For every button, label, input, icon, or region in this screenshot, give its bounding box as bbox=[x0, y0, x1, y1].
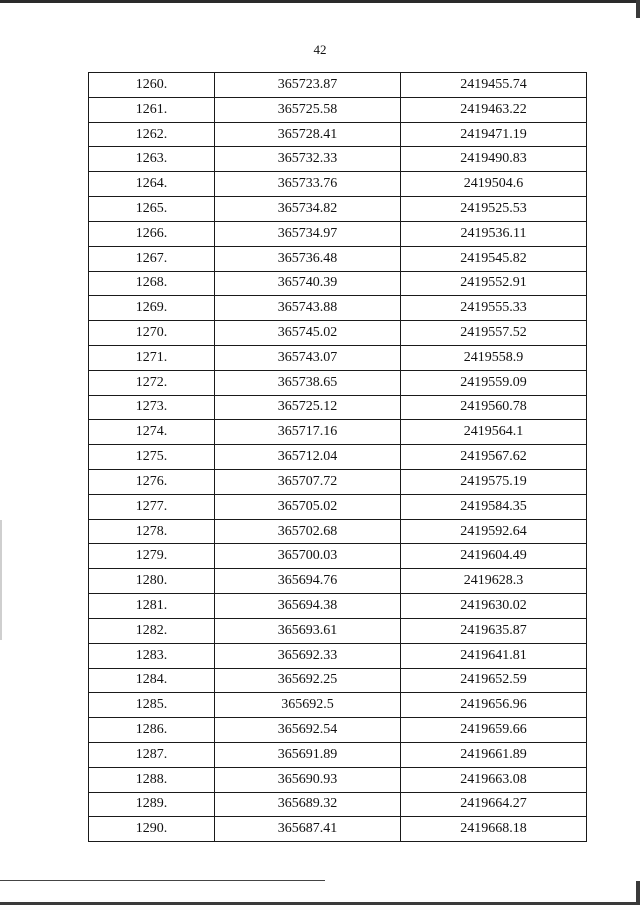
table-row bbox=[89, 345, 587, 370]
y-coordinate-cell: 2419641.81 bbox=[401, 643, 587, 668]
table-row bbox=[89, 618, 587, 643]
table-row bbox=[89, 445, 587, 470]
table-row bbox=[89, 718, 587, 743]
point-number-cell: 1288. bbox=[89, 767, 215, 792]
table-row bbox=[89, 271, 587, 296]
y-coordinate-cell: 2419525.53 bbox=[401, 197, 587, 222]
point-number-cell: 1264. bbox=[89, 172, 215, 197]
table-row bbox=[89, 519, 587, 544]
table-row bbox=[89, 742, 587, 767]
y-coordinate-cell: 2419604.49 bbox=[401, 544, 587, 569]
x-coordinate-cell: 365700.03 bbox=[215, 544, 401, 569]
point-number-cell: 1287. bbox=[89, 742, 215, 767]
x-coordinate-cell: 365692.33 bbox=[215, 643, 401, 668]
table-row bbox=[89, 321, 587, 346]
point-number-cell: 1261. bbox=[89, 97, 215, 122]
point-number-cell: 1270. bbox=[89, 321, 215, 346]
table-row bbox=[89, 569, 587, 594]
point-number-cell: 1286. bbox=[89, 718, 215, 743]
y-coordinate-cell: 2419592.64 bbox=[401, 519, 587, 544]
y-coordinate-cell: 2419635.87 bbox=[401, 618, 587, 643]
table-row bbox=[89, 172, 587, 197]
x-coordinate-cell: 365732.33 bbox=[215, 147, 401, 172]
y-coordinate-cell: 2419575.19 bbox=[401, 470, 587, 495]
y-coordinate-cell: 2419545.82 bbox=[401, 246, 587, 271]
table-row bbox=[89, 395, 587, 420]
scan-edge-left bbox=[0, 520, 2, 640]
point-number-cell: 1285. bbox=[89, 693, 215, 718]
table-row bbox=[89, 370, 587, 395]
x-coordinate-cell: 365736.48 bbox=[215, 246, 401, 271]
y-coordinate-cell: 2419560.78 bbox=[401, 395, 587, 420]
table-row bbox=[89, 792, 587, 817]
x-coordinate-cell: 365692.54 bbox=[215, 718, 401, 743]
table-row bbox=[89, 494, 587, 519]
x-coordinate-cell: 365691.89 bbox=[215, 742, 401, 767]
point-number-cell: 1278. bbox=[89, 519, 215, 544]
point-number-cell: 1274. bbox=[89, 420, 215, 445]
x-coordinate-cell: 365743.07 bbox=[215, 345, 401, 370]
table-row bbox=[89, 221, 587, 246]
y-coordinate-cell: 2419664.27 bbox=[401, 792, 587, 817]
y-coordinate-cell: 2419555.33 bbox=[401, 296, 587, 321]
point-number-cell: 1269. bbox=[89, 296, 215, 321]
point-number-cell: 1263. bbox=[89, 147, 215, 172]
point-number-cell: 1275. bbox=[89, 445, 215, 470]
point-number-cell: 1262. bbox=[89, 122, 215, 147]
x-coordinate-cell: 365694.38 bbox=[215, 594, 401, 619]
scan-edge-bottom-right bbox=[636, 881, 640, 905]
x-coordinate-cell: 365712.04 bbox=[215, 445, 401, 470]
x-coordinate-cell: 365740.39 bbox=[215, 271, 401, 296]
x-coordinate-cell: 365705.02 bbox=[215, 494, 401, 519]
point-number-cell: 1272. bbox=[89, 370, 215, 395]
x-coordinate-cell: 365690.93 bbox=[215, 767, 401, 792]
scan-border-top bbox=[0, 0, 640, 3]
x-coordinate-cell: 365728.41 bbox=[215, 122, 401, 147]
x-coordinate-cell: 365725.12 bbox=[215, 395, 401, 420]
y-coordinate-cell: 2419504.6 bbox=[401, 172, 587, 197]
x-coordinate-cell: 365738.65 bbox=[215, 370, 401, 395]
point-number-cell: 1283. bbox=[89, 643, 215, 668]
table-row bbox=[89, 643, 587, 668]
x-coordinate-cell: 365693.61 bbox=[215, 618, 401, 643]
table-row bbox=[89, 147, 587, 172]
y-coordinate-cell: 2419661.89 bbox=[401, 742, 587, 767]
x-coordinate-cell: 365692.25 bbox=[215, 668, 401, 693]
x-coordinate-cell: 365692.5 bbox=[215, 693, 401, 718]
table-row bbox=[89, 97, 587, 122]
y-coordinate-cell: 2419557.52 bbox=[401, 321, 587, 346]
table-row bbox=[89, 470, 587, 495]
y-coordinate-cell: 2419630.02 bbox=[401, 594, 587, 619]
x-coordinate-cell: 365702.68 bbox=[215, 519, 401, 544]
y-coordinate-cell: 2419652.59 bbox=[401, 668, 587, 693]
y-coordinate-cell: 2419567.62 bbox=[401, 445, 587, 470]
y-coordinate-cell: 2419455.74 bbox=[401, 73, 587, 98]
footer-rule bbox=[0, 880, 325, 881]
table-row bbox=[89, 122, 587, 147]
table-row bbox=[89, 693, 587, 718]
table-row bbox=[89, 767, 587, 792]
coordinates-table-body bbox=[89, 73, 587, 842]
page-number: 42 bbox=[313, 42, 327, 57]
point-number-cell: 1268. bbox=[89, 271, 215, 296]
table-row bbox=[89, 197, 587, 222]
y-coordinate-cell: 2419552.91 bbox=[401, 271, 587, 296]
point-number-cell: 1290. bbox=[89, 817, 215, 842]
x-coordinate-cell: 365687.41 bbox=[215, 817, 401, 842]
x-coordinate-cell: 365707.72 bbox=[215, 470, 401, 495]
y-coordinate-cell: 2419463.22 bbox=[401, 97, 587, 122]
x-coordinate-cell: 365725.58 bbox=[215, 97, 401, 122]
table-row bbox=[89, 817, 587, 842]
point-number-cell: 1281. bbox=[89, 594, 215, 619]
table-row bbox=[89, 73, 587, 98]
y-coordinate-cell: 2419584.35 bbox=[401, 494, 587, 519]
x-coordinate-cell: 365734.97 bbox=[215, 221, 401, 246]
x-coordinate-cell: 365733.76 bbox=[215, 172, 401, 197]
table-row bbox=[89, 544, 587, 569]
point-number-cell: 1282. bbox=[89, 618, 215, 643]
y-coordinate-cell: 2419471.19 bbox=[401, 122, 587, 147]
point-number-cell: 1284. bbox=[89, 668, 215, 693]
x-coordinate-cell: 365743.88 bbox=[215, 296, 401, 321]
point-number-cell: 1260. bbox=[89, 73, 215, 98]
scan-edge-top-right bbox=[636, 0, 640, 18]
y-coordinate-cell: 2419536.11 bbox=[401, 221, 587, 246]
table-row bbox=[89, 246, 587, 271]
y-coordinate-cell: 2419628.3 bbox=[401, 569, 587, 594]
coordinates-table bbox=[88, 72, 587, 842]
table-row bbox=[89, 420, 587, 445]
y-coordinate-cell: 2419656.96 bbox=[401, 693, 587, 718]
point-number-cell: 1279. bbox=[89, 544, 215, 569]
x-coordinate-cell: 365717.16 bbox=[215, 420, 401, 445]
table-row bbox=[89, 296, 587, 321]
x-coordinate-cell: 365689.32 bbox=[215, 792, 401, 817]
point-number-cell: 1280. bbox=[89, 569, 215, 594]
y-coordinate-cell: 2419490.83 bbox=[401, 147, 587, 172]
x-coordinate-cell: 365694.76 bbox=[215, 569, 401, 594]
y-coordinate-cell: 2419558.9 bbox=[401, 345, 587, 370]
y-coordinate-cell: 2419559.09 bbox=[401, 370, 587, 395]
point-number-cell: 1277. bbox=[89, 494, 215, 519]
point-number-cell: 1265. bbox=[89, 197, 215, 222]
y-coordinate-cell: 2419564.1 bbox=[401, 420, 587, 445]
x-coordinate-cell: 365745.02 bbox=[215, 321, 401, 346]
point-number-cell: 1289. bbox=[89, 792, 215, 817]
point-number-cell: 1266. bbox=[89, 221, 215, 246]
point-number-cell: 1267. bbox=[89, 246, 215, 271]
point-number-cell: 1273. bbox=[89, 395, 215, 420]
table-row bbox=[89, 668, 587, 693]
x-coordinate-cell: 365734.82 bbox=[215, 197, 401, 222]
point-number-cell: 1276. bbox=[89, 470, 215, 495]
x-coordinate-cell: 365723.87 bbox=[215, 73, 401, 98]
table-row bbox=[89, 594, 587, 619]
y-coordinate-cell: 2419659.66 bbox=[401, 718, 587, 743]
y-coordinate-cell: 2419663.08 bbox=[401, 767, 587, 792]
y-coordinate-cell: 2419668.18 bbox=[401, 817, 587, 842]
point-number-cell: 1271. bbox=[89, 345, 215, 370]
